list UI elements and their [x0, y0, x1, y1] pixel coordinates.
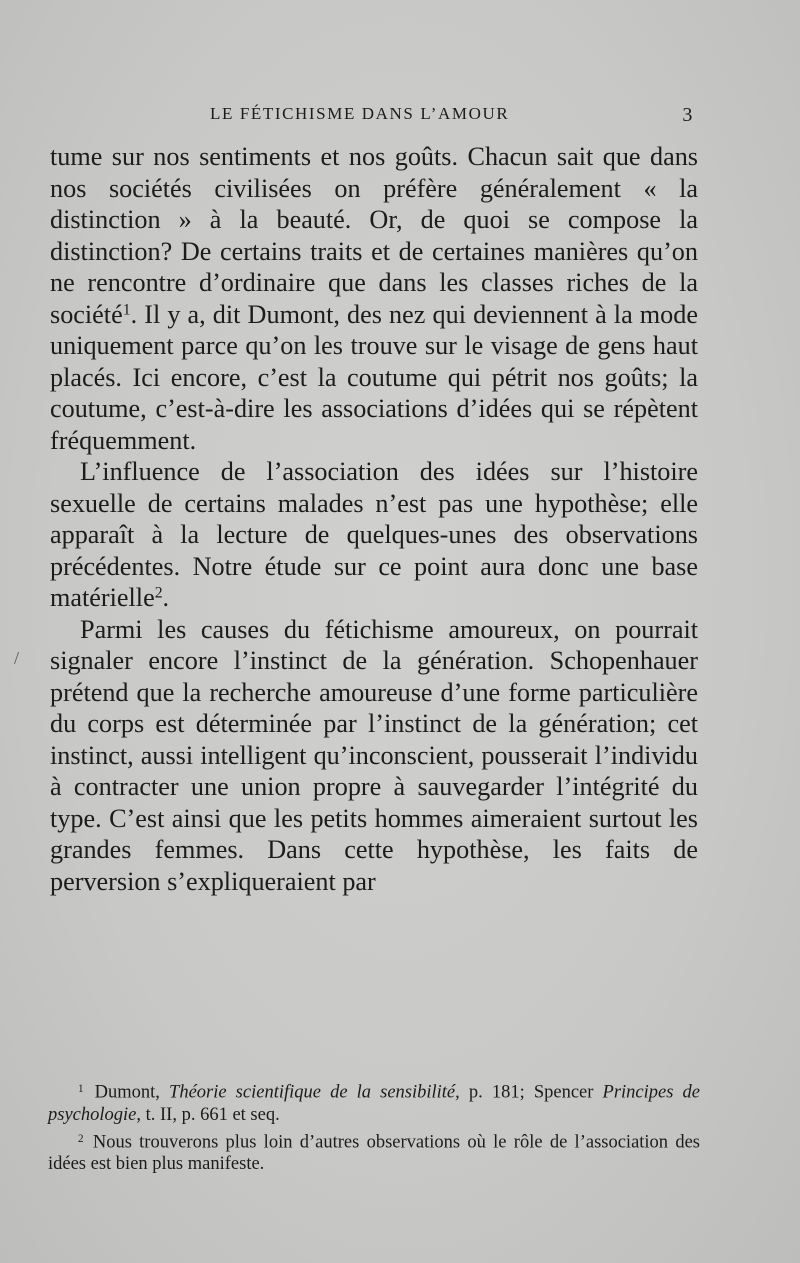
paragraph-text: Parmi les causes du fétichisme amoureux, on pourrait signaler encore l’instinct de la génération. Schopenhauer prétend que la recherche amoureuse d’une forme particulière du corps est déterminée par l’instinct de la génération; cet instinct, aussi intelligent qu’inconscient, pousserait l’individu à contracter une union propre à sauvegarder l’intégrité du type. C’est ainsi que les petits hommes aimeraient surtout les grandes femmes. Dans cette hypothèse, les faits de perversion s’expliqueraient par: [50, 614, 698, 896]
footnote: [48, 1128, 700, 1176]
footnote-text: , p. 181; Spencer: [455, 1082, 594, 1103]
footnote-ref: 1: [122, 300, 131, 318]
paragraph: [50, 456, 698, 614]
footnote-text: Nous trouverons plus loin d’autres observations où le rôle de l’association des idées est bien plus manifeste.: [48, 1132, 700, 1175]
paragraph-text: .: [162, 583, 170, 612]
footnote-number: 1: [78, 1083, 84, 1095]
footnote-title: Théorie scientifique de la sensibilité: [169, 1082, 456, 1103]
paragraph: [50, 614, 698, 898]
body-text: [50, 141, 698, 897]
footnote-title: Principes de psychologie: [48, 1082, 700, 1125]
running-title: LE FÉTICHISME DANS L’AMOUR: [210, 104, 510, 123]
footnote-number: 2: [78, 1132, 84, 1145]
paragraph-continuation: [50, 141, 698, 456]
footnotes: [48, 1078, 700, 1177]
footnote-author: Dumont,: [94, 1082, 160, 1103]
footnote-text: , t. II, p. 661 et seq.: [136, 1104, 280, 1125]
paragraph-text: L’influence de l’association des idées sur l’histoire sexuelle de certains malades n’est pas une hypothèse; elle apparaît à la lecture de quelques-unes des observations précédentes. Notre étude sur ce point aura donc une base matérielle: [50, 457, 698, 612]
paragraph-text: . Il y a, dit Dumont, des nez qui deviennent à la mode uniquement parce qu’on les trouve sur le visage de gens haut placés. Ici encore, c’est la coutume qui pétrit nos goûts; la coutume, c’est-à-dire les associations d’idées qui se répètent fréquemment.: [50, 299, 698, 455]
margin-mark: /: [14, 648, 20, 668]
paragraph-text: tume sur nos sentiments et nos goûts. Chacun sait que dans nos sociétés civilisées on préfère généralement « la distinction » à la beauté. Or, de quoi se compose la distinction? De certains traits et de certaines manières qu’on ne rencontre d’ordinaire que dans les classes riches de la société: [50, 142, 698, 329]
footnote-ref: 2: [154, 584, 163, 602]
page-number: 3: [682, 104, 694, 126]
footnote: [48, 1078, 700, 1126]
